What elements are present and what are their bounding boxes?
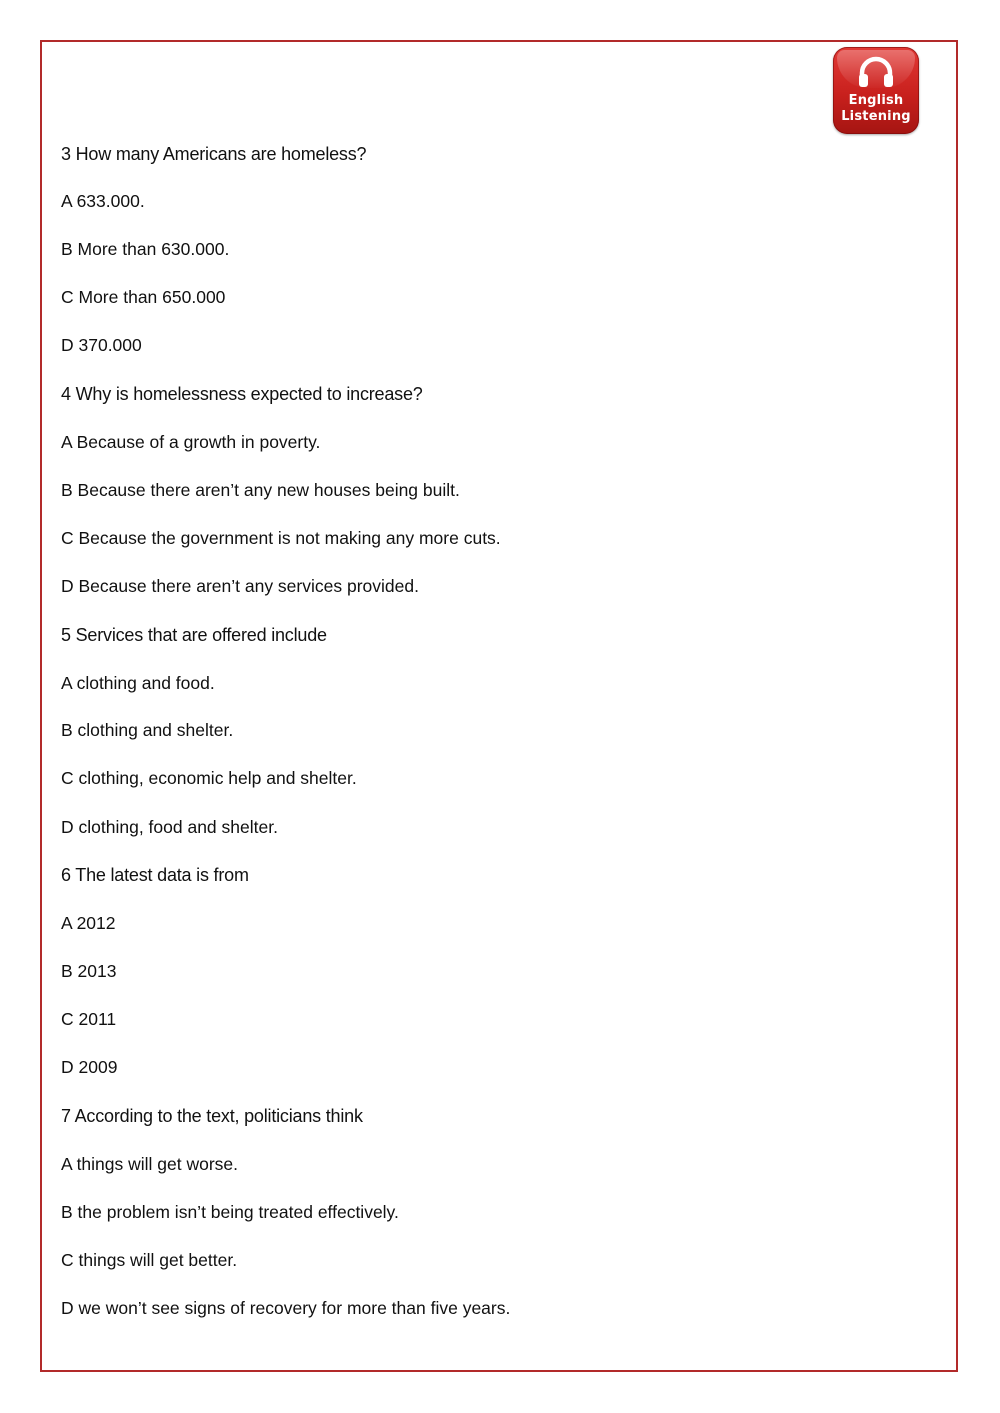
question-7: 7 According to the text, politicians think [61,1106,363,1126]
question-5-option-b[interactable]: B clothing and shelter. [61,720,234,740]
question-3-option-b[interactable]: B More than 630.000. [61,239,230,259]
question-3-option-a[interactable]: A 633.000. [61,191,145,211]
question-6-option-a[interactable]: A 2012 [61,913,116,933]
question-3-option-d[interactable]: D 370.000 [61,335,142,355]
question-6-option-d[interactable]: D 2009 [61,1057,118,1077]
english-listening-logo [833,47,919,134]
logo-text-english: English [848,93,904,108]
question-7-option-d[interactable]: D we won’t see signs of recovery for more than five years. [61,1298,511,1318]
question-6: 6 The latest data is from [61,865,249,885]
question-4-option-c[interactable]: C Because the government is not making any more cuts. [61,528,501,548]
question-5-option-c[interactable]: C clothing, economic help and shelter. [61,768,357,788]
question-4-option-a[interactable]: A Because of a growth in poverty. [61,432,321,452]
logo-text-listening: Listening [841,109,911,124]
question-4: 4 Why is homelessness expected to increase? [61,384,423,404]
question-6-option-c[interactable]: C 2011 [61,1009,117,1029]
question-7-option-c[interactable]: C things will get better. [61,1250,238,1270]
question-5-option-a[interactable]: A clothing and food. [61,673,215,693]
question-4-option-d[interactable]: D Because there aren’t any services provided. [61,576,419,596]
question-6-option-b[interactable]: B 2013 [61,961,117,981]
headphones-icon [857,55,895,89]
question-4-option-b[interactable]: B Because there aren’t any new houses being built. [61,480,460,500]
question-3: 3 How many Americans are homeless? [61,144,367,164]
question-3-option-c[interactable]: C More than 650.000 [61,287,226,307]
question-5-option-d[interactable]: D clothing, food and shelter. [61,817,278,837]
question-5: 5 Services that are offered include [61,625,327,645]
question-7-option-b[interactable]: B the problem isn’t being treated effectively. [61,1202,399,1222]
question-7-option-a[interactable]: A things will get worse. [61,1154,239,1174]
